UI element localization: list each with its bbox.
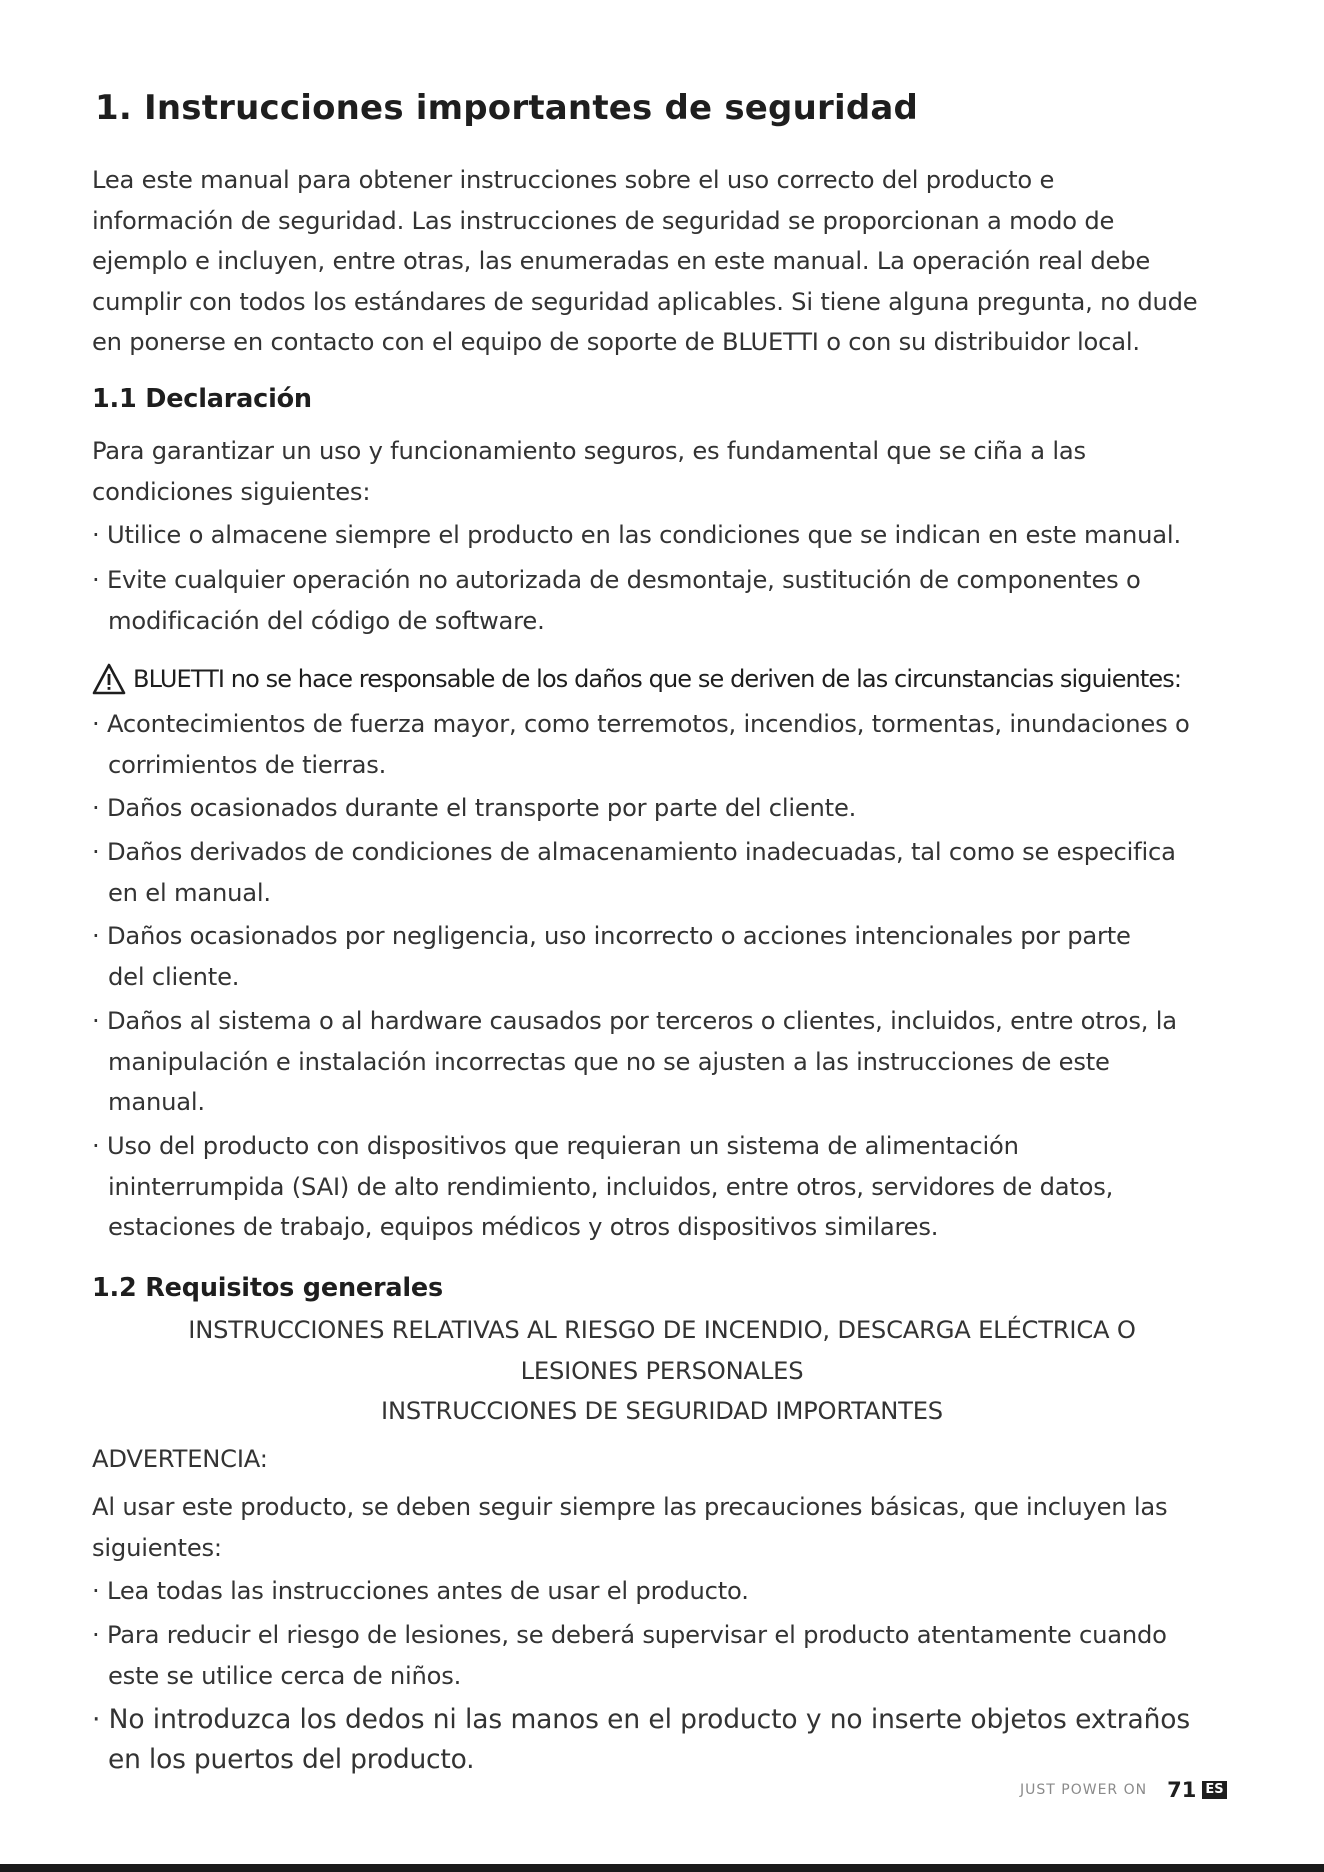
declaration-section [92,384,1232,414]
list-item-cont: modificación del código de software. [108,606,545,635]
requirements-last-bullet [92,1700,1242,1779]
page-footer [1020,1778,1227,1802]
list-item: · Evite cualquier operación no autorizada de desmontaje, sustitución de componentes o [92,566,1141,594]
center-line: LESIONES PERSONALES [520,1356,804,1385]
list-item-line: · Lea todas las instrucciones antes de usar el producto. [92,1577,749,1605]
list-item-cont: estaciones de trabajo, equipos médicos y otros dispositivos similares. [108,1213,939,1241]
page-number: 71 [1167,1778,1197,1802]
requirements-bullets [92,1571,1232,1696]
declaration-intro [92,431,1232,512]
bottom-divider [0,1864,1324,1872]
warning-title: BLUETTI no se hace responsable de los daños que se deriven de las circunstancias siguientes: [133,665,1182,693]
list-item-cont: ininterrumpida (SAI) de alto rendimiento, incluidos, entre otros, servidores de datos, [108,1172,1114,1201]
list-item [92,788,1242,832]
list-item [92,1126,1242,1248]
list-item-cont: este se utilice cerca de niños. [108,1661,462,1690]
list-item-cont: del cliente. [108,962,240,991]
text-line: Lea este manual para obtener instrucciones sobre el uso correcto del producto e [92,166,1055,194]
requirements-heading: 1.2 Requisitos generales [92,1273,444,1303]
requirements-center-block [92,1310,1232,1432]
list-item [92,832,1242,916]
requirements-intro [92,1487,1232,1568]
text-line: en ponerse en contacto con el equipo de soporte de BLUETTI o con su distribuidor local. [92,328,1140,356]
list-item-cont: en los puertos del producto. [108,1743,475,1775]
text-line: siguientes: [92,1533,222,1562]
list-item [92,916,1242,1001]
list-item-line: · Uso del producto con dispositivos que requieran un sistema de alimentación [92,1132,1019,1160]
text-line: Para garantizar un uso y funcionamiento seguros, es fundamental que se ciña a las [92,437,1086,465]
list-item-cont: manual. [108,1088,205,1116]
requirements-section [92,1273,1232,1303]
list-item-line: · Daños derivados de condiciones de almacenamiento inadecuadas, tal como se especifica [92,838,1176,866]
list-item-line: · No introduzca los dedos ni las manos en el producto y no inserte objetos extraños [92,1704,1191,1735]
text-line: cumplir con todos los estándares de seguridad aplicables. Si tiene alguna pregunta, no dude [92,287,1198,316]
list-item-line: · Daños ocasionados por negligencia, uso incorrecto o acciones intencionales por parte [92,922,1131,950]
text-line: información de seguridad. Las instrucciones de seguridad se proporcionan a modo de [92,206,1115,235]
list-item-line: · Para reducir el riesgo de lesiones, se deberá supervisar el producto atentamente cuando [92,1621,1167,1649]
intro-paragraph [92,160,1232,363]
list-item [92,1001,1242,1126]
text-line: Al usar este producto, se deben seguir siempre las precauciones básicas, que incluyen las [92,1493,1168,1521]
declaration-heading: 1.1 Declaración [92,384,312,414]
requirements-warning-label [92,1439,1232,1480]
declaration-bullets [92,515,1242,556]
brand-slogan: JUST POWER ON [1020,1782,1148,1798]
language-badge: ES [1202,1781,1226,1799]
list-item-cont: en el manual. [108,878,271,907]
text-line: ejemplo e incluyen, entre otras, las enumeradas en este manual. La operación real debe [92,247,1151,275]
liability-warning [92,663,1242,695]
list-item-cont: corrimientos de tierras. [108,750,387,779]
liability-list [92,704,1242,1248]
list-item-cont: manipulación e instalación incorrectas que no se ajusten a las instrucciones de este [108,1047,1110,1076]
center-line: INSTRUCCIONES RELATIVAS AL RIESGO DE INCENDIO, DESCARGA ELÉCTRICA O [188,1316,1136,1344]
declaration-bullet-2 [92,560,1232,641]
warning-label: ADVERTENCIA: [92,1445,268,1473]
center-line: INSTRUCCIONES DE SEGURIDAD IMPORTANTES [381,1397,943,1425]
list-item [92,704,1242,788]
text-line: condiciones siguientes: [92,477,371,506]
list-item [92,1571,1232,1615]
warning-triangle-icon [92,663,126,695]
list-item-line: · Acontecimientos de fuerza mayor, como terremotos, incendios, tormentas, inundaciones o [92,710,1190,738]
list-item [92,1615,1232,1696]
list-item: · Utilice o almacene siempre el producto en las condiciones que se indican en este manual. [92,521,1181,549]
list-item-line: · Daños al sistema o al hardware causados por terceros o clientes, incluidos, entre otros, la [92,1007,1177,1035]
list-item-line: · Daños ocasionados durante el transporte por parte del cliente. [92,794,857,822]
section-title: 1. Instrucciones importantes de seguridad [95,88,919,128]
